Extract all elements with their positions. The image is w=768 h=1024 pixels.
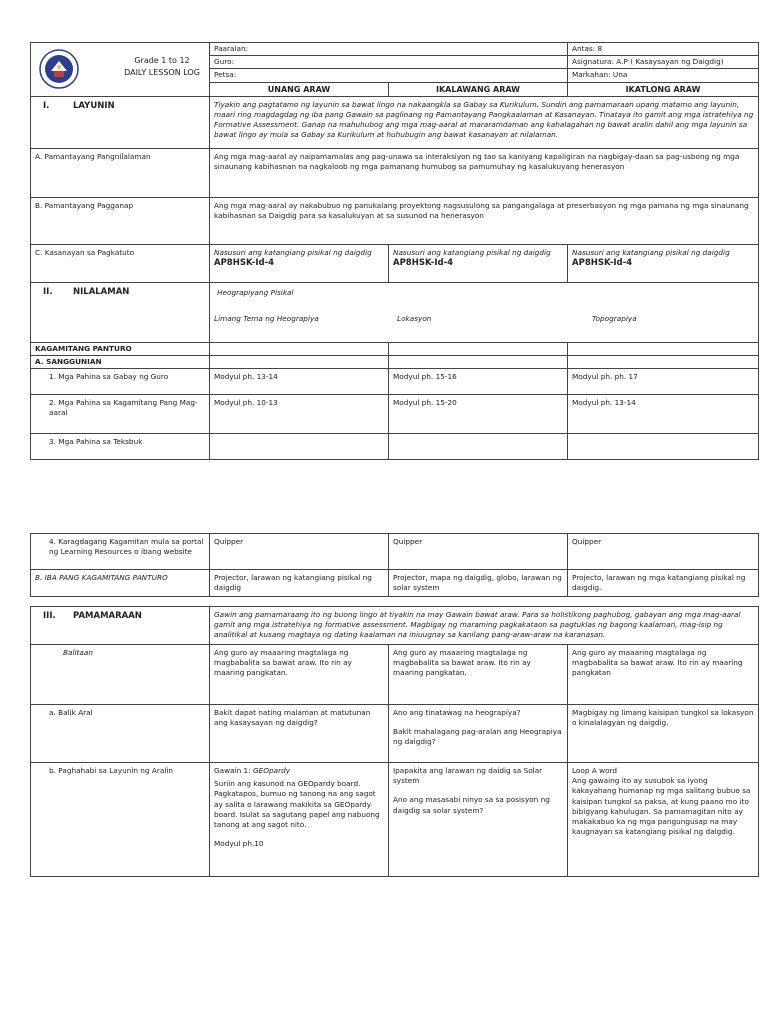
pamamaraan-heading: III. PAMAMARAAN <box>31 607 210 645</box>
paaralan-field[interactable]: Paaralan: <box>210 43 568 56</box>
iba-pang-kagamitan-day3: Projecto, larawan ng mga katangiang pisikal ng daigdig. <box>568 570 759 597</box>
kagamitan-mag-aaral-day2: Modyul ph. 15-20 <box>389 395 568 434</box>
paghahabi-label: b. Paghahabi sa Layunin ng Aralin <box>31 763 210 877</box>
column-header-day1: UNANG ARAW <box>210 82 389 96</box>
layunin-heading: I. LAYUNIN <box>31 96 210 148</box>
pangnilalaman-text: Ang mga mag-aaral ay naipamamalas ang pag-unawa sa interaksiyon ng tao sa kaniyang kapaligiran na nagbigay-daan sa pag-usbong ng mga sinaunang kabihasnan na nagkaloob ng mga pamanang humubog sa pamumuhay ng kasalukuyang henerasyon <box>210 148 759 197</box>
lesson-log-table-bottom <box>30 606 759 877</box>
layunin-text: Tiyakin ang pagtatamo ng layunin sa bawat lingo na nakaangkla sa Gabay sa Kurikulum. Sundin ang pamamaraan upang matamo ang layunin, maari ring magdagdag ng iba pang Gawain sa paglinang ng Pamantayang Pangkaalaman at Kasanayan. Tinataya ito gamit ang mga istratehiya ng Formative Assessment. Ganap na mahuhubog ang mga mag-aaral at mararamdaman ang kahalagahan ng bawat aralin dahil ang mga layunin sa bawat lingo ay mula sa Gabay sa Kurikulum at huhubugin ang bawat kasanayan at nilalaman. <box>210 96 759 148</box>
column-header-day2: IKALAWANG ARAW <box>389 82 568 96</box>
header-title-block <box>31 43 210 97</box>
balik-aral-day2: Ano ang tinatawag na heograpiya? Bakit mahalagang pag-aralan ang Heograpiya ng daigdig? <box>389 705 568 763</box>
antas-field[interactable]: Antas: 8 <box>568 43 759 56</box>
markahan-field[interactable]: Markahan: Una <box>568 69 759 82</box>
pagganap-label: B. Pamantayang Pagganap <box>31 197 210 244</box>
balitaan-day2: Ang guro ay maaaring magtalaga ng magbabalita sa bawat araw. Ito rin ay maaring pangkatan. <box>389 645 568 705</box>
guro-field[interactable]: Guro: <box>210 56 568 69</box>
balik-aral-day1: Bakit dapat nating malaman at matutunan ang kasaysayan ng daigdig? <box>210 705 389 763</box>
balik-aral-day3: Magbigay ng limang kaisipan tungkol sa lokasyon o kinalalagyan ng daigdig. <box>568 705 759 763</box>
pangnilalaman-label: A. Pamantayang Pangnilalaman <box>31 148 210 197</box>
paghahabi-day2: Ipapakita ang larawan ng daidig sa Solar system Ano ang masasabi ninyo sa sa posisyon ng daigdig sa solar system? <box>389 763 568 877</box>
kagamitan-mag-aaral-label: 2. Mga Pahina sa Kagamitang Pang Mag-aaral <box>31 395 210 434</box>
iba-pang-kagamitan-label: B. IBA PANG KAGAMITANG PANTURO <box>31 570 210 597</box>
balitaan-day1: Ang guro ay maaaring magtalaga ng magbabalita sa bawat araw. Ito rin ay maaring pangkatan. <box>210 645 389 705</box>
column-header-day3: IKATLONG ARAW <box>568 82 759 96</box>
karagdagang-label: 4. Karagdagang Kagamitan mula sa portal ng Learning Resources o ibang website <box>31 534 210 570</box>
kasanayan-day1: Nasusuri ang katangiang pisikal ng daigdig AP8HSK-Id-4 <box>210 244 389 282</box>
kasanayan-day2: Nasusuri ang katangiang pisikal ng daigdig AP8HSK-Id-4 <box>389 244 568 282</box>
grade-label: Grade 1 to 12 <box>134 56 190 65</box>
paghahabi-day1: Gawain 1: GEOpardy Suriin ang kasunod na GEOpardy board. Pagkatapos, bumuo ng tanong na ang sagot ay salita o larawang makikita sa GEOpardy board. Isulat sa sagutang papel ang nabuong tanong at ang sagot nito. Modyul ph.10 <box>210 763 389 877</box>
iba-pang-kagamitan-day1: Projector, larawan ng katangiang pisikal ng daigdig <box>210 570 389 597</box>
paghahabi-day3: Loop A word Ang gawaing ito ay susubok sa iyong kakayahang humanap ng mga salitang bubuo sa kaisipan tungkol sa paksa, at kung paano mo ito bibigyang kahulugan. Sa pamamagitan nito ay makakabuo ka ng mga pangungusap na may kaugnayan sa katangiang pisikal ng daigdig. <box>568 763 759 877</box>
log-title: DAILY LESSON LOG <box>124 67 200 77</box>
kasanayan-label: C. Kasanayan sa Pagkatuto <box>31 244 210 282</box>
gabay-guro-day1: Modyul ph. 13-14 <box>210 369 389 395</box>
gabay-guro-day2: Modyul ph. 15-16 <box>389 369 568 395</box>
kagamitan-mag-aaral-day1: Modyul ph. 10-13 <box>210 395 389 434</box>
lesson-log-table-middle <box>30 533 759 597</box>
lesson-log-table-top <box>30 42 759 460</box>
pamamaraan-text: Gawin ang pamamaraang ito ng buong lingo at tiyakin na may Gawain bawat araw. Para sa holistikong paghubog, gabayan ang mga mag-aaral gamit ang mga istratehiya ng formative assessment. Magbigay ng maraming pagkakataon sa pagtuklas ng bagong kaalaman, mag-isip ng analitikal at kusang magtaya ng dating kaalaman na iniuugnay sa kanilang pang-araw-araw na karanasan. <box>210 607 759 645</box>
karagdagang-day2: Quipper <box>389 534 568 570</box>
gabay-guro-day3: Modyul ph. ph. 17 <box>568 369 759 395</box>
iba-pang-kagamitan-day2: Projector, mapa ng daigdig, globo, larawan ng solar system <box>389 570 568 597</box>
balik-aral-label: a. Balik Aral <box>31 705 210 763</box>
kagamitan-mag-aaral-day3: Modyul ph. 13-14 <box>568 395 759 434</box>
asignatura-field[interactable]: Asignatura: A.P ( Kasaysayan ng Daigdig) <box>568 56 759 69</box>
kasanayan-day3: Nasusuri ang katangiang pisikal ng daigdig AP8HSK-Id-4 <box>568 244 759 282</box>
karagdagang-day3: Quipper <box>568 534 759 570</box>
petsa-field[interactable]: Petsa: <box>210 69 568 82</box>
pagganap-text: Ang mga mag-aaral ay nakabubuo ng panukalang proyektong nagsusulong sa pangangalaga at preserbasyon ng mga pamana ng mga sinaunang kabihasnan sa Daigdig para sa kasalukuyan at sa susunod na henerasyon <box>210 197 759 244</box>
karagdagang-day1: Quipper <box>210 534 389 570</box>
nilalaman-content: Heograpiyang Pisikal Limang Tema ng Heograpiya Lokasyon Topograpiya <box>210 282 759 342</box>
balitaan-day3: Ang guro ay maaaring magtalaga ng magbabalita sa bawat araw. Ito rin ay maaring pangkatan <box>568 645 759 705</box>
deped-seal-icon <box>39 49 79 89</box>
sanggunian-heading: A. SANGGUNIAN <box>31 356 210 369</box>
teksbuk-label: 3. Mga Pahina sa Teksbuk <box>31 434 210 460</box>
kagamitan-heading: KAGAMITANG PANTURO <box>31 342 210 355</box>
gabay-guro-label: 1. Mga Pahina sa Gabay ng Guro <box>31 369 210 395</box>
nilalaman-heading: II. NILALAMAN <box>31 282 210 342</box>
balitaan-label: Balitaan <box>31 645 210 705</box>
